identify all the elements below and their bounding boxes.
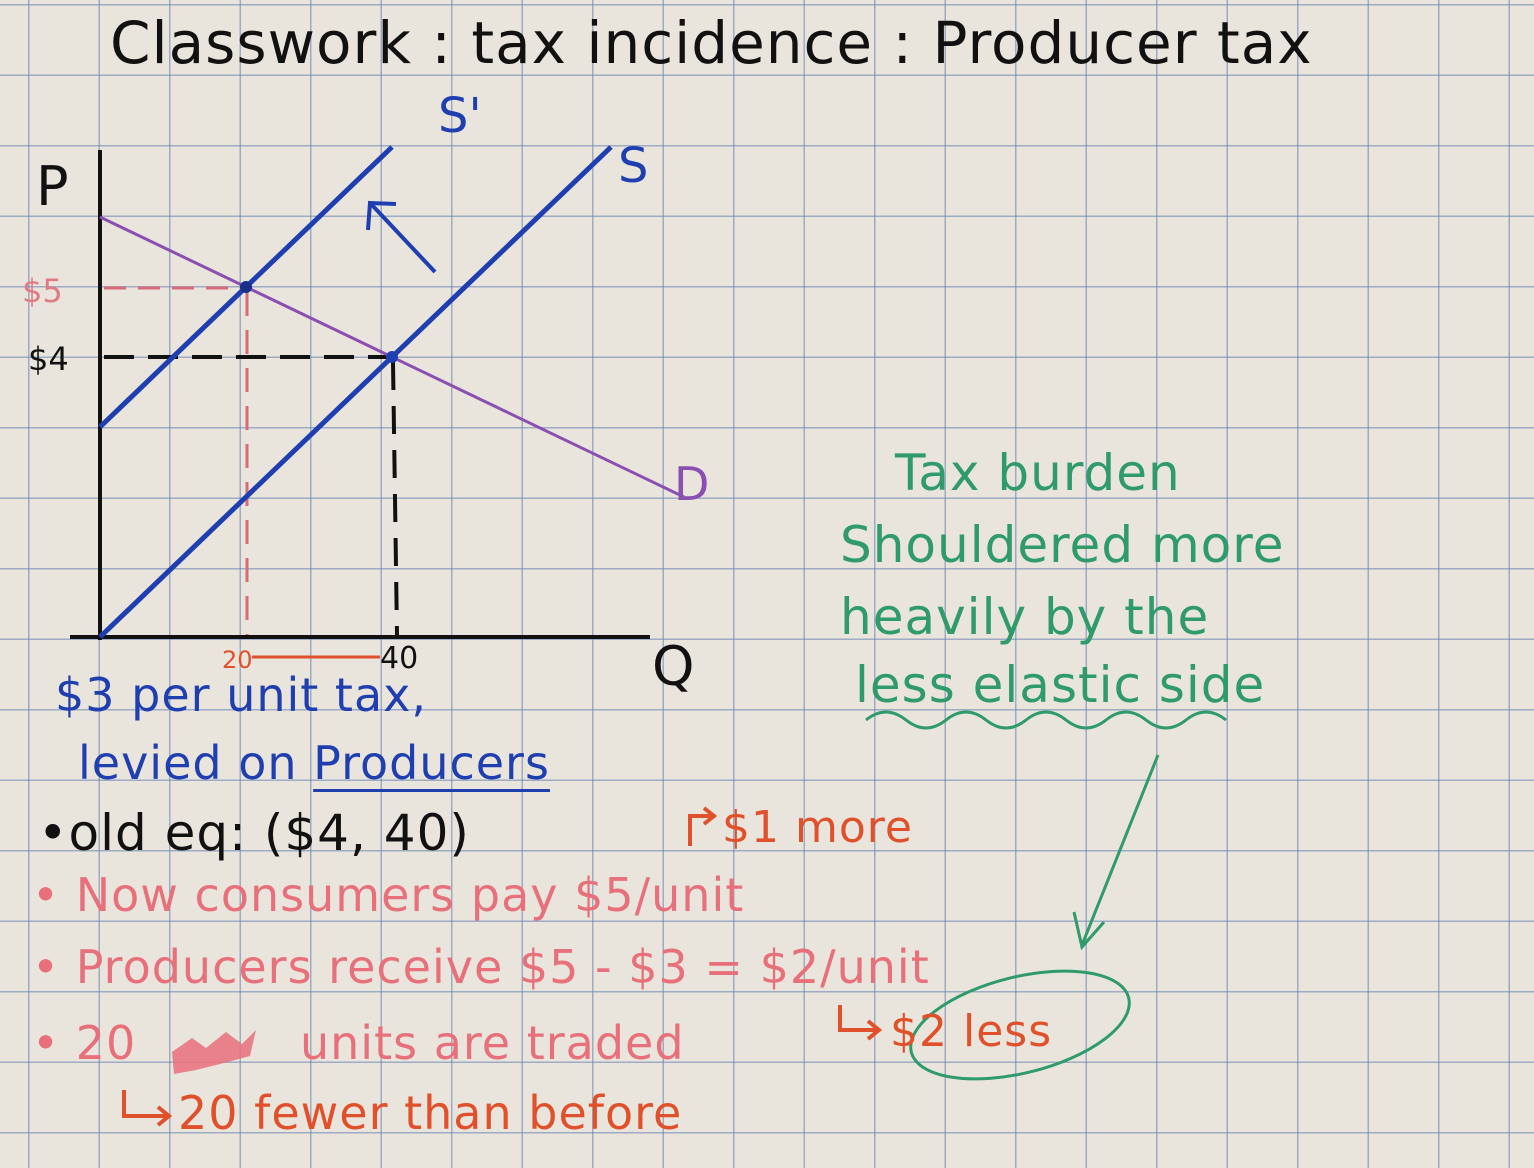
tax-note-line2 [78,736,550,790]
shift-arrow-shaft [372,205,435,272]
x-axis-label: Q [652,635,695,698]
old-equilibrium-note: •old eq: ($4, 40) [38,804,470,862]
producers-emphasis: Producers [313,736,550,790]
guide-old-quantity [393,362,397,635]
burden-line2: Shouldered more [840,516,1285,574]
supply-label: S [618,138,649,194]
burden-line4: less elastic side [855,656,1266,714]
more-note: $1 more [722,802,913,853]
supply-curve [100,147,611,637]
elastic-wavy-underline [866,712,1226,728]
old-equilibrium-point [386,351,398,363]
burden-line3: heavily by the [840,588,1210,646]
demand-label: D [674,457,710,511]
less-note: $2 less [890,1006,1053,1057]
crossed-out-scribble [172,1030,256,1074]
new-equilibrium-point [240,281,252,293]
tick-label-40: 40 [380,641,419,676]
y-axis-label: P [36,155,69,218]
consumers-pay-note: • Now consumers pay $5/unit [32,868,745,922]
tick-label-4: $4 [28,340,69,378]
fewer-note: 20 fewer than before [178,1086,683,1140]
burden-line1: Tax burden [895,444,1181,502]
producers-receive-note: • Producers receive $5 - $3 = $2/unit [32,940,930,994]
burden-arrow-shaft [1082,755,1158,945]
units-traded-note: units are traded [300,1016,685,1070]
units-traded-prefix: • 20 [32,1016,137,1070]
tax-note-prefix: levied on [78,736,314,790]
tick-label-5: $5 [22,272,63,310]
page-title: Classwork : tax incidence : Producer tax [110,9,1313,77]
tick-label-20: 20 [222,646,253,674]
shifted-supply-label: S' [438,88,482,144]
tax-note-line1: $3 per unit tax, [55,668,428,722]
